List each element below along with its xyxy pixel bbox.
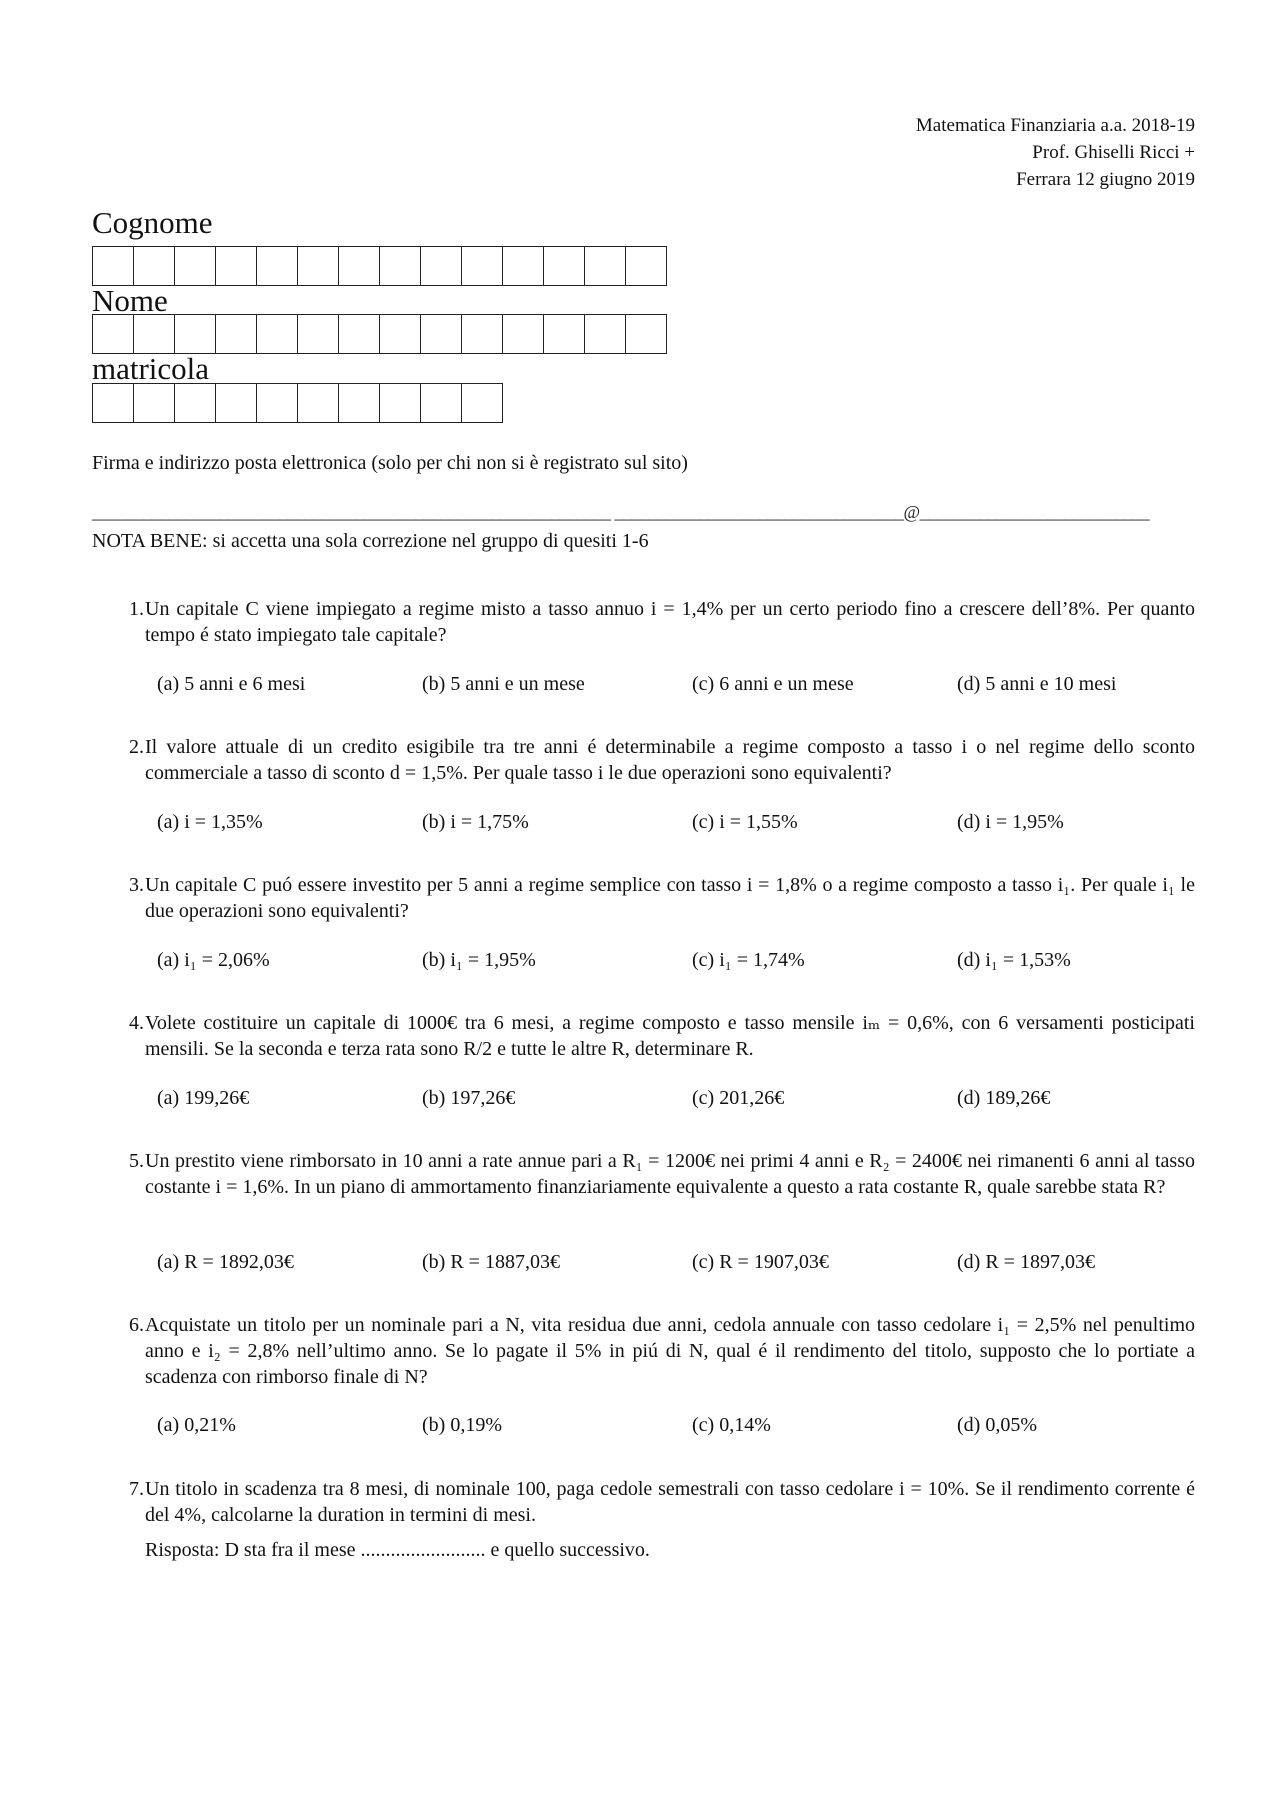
- signature-label: Firma e indirizzo posta elettronica (solo per chi non si è registrato sul sito): [92, 452, 688, 474]
- option-a[interactable]: (a) 0,21%: [157, 1414, 236, 1436]
- option-c[interactable]: (c) i₁ = 1,74%: [692, 949, 805, 971]
- question-text: Un capitale C puó essere investito per 5 anni a regime semplice con tasso i = 1,8% o a regime composto a tasso i₁. Per quale i₁ le due operazioni sono equivalenti?: [145, 874, 1195, 922]
- option-a[interactable]: (a) R = 1892,03€: [157, 1251, 294, 1273]
- question-7: [120, 1476, 1195, 1528]
- question-6-options: [157, 1414, 1217, 1442]
- question-number: 4.: [129, 1012, 144, 1034]
- signature-line[interactable]: _____________________________________________________________ __________________________________@___________________________: [92, 502, 1150, 522]
- question-number: 2.: [129, 736, 144, 758]
- question-2-options: [157, 811, 1217, 839]
- question-text: Un prestito viene rimborsato in 10 anni a rate annue pari a R₁ = 1200€ nei primi 4 anni e R₂ = 2400€ nei rimanenti 6 anni al tasso costante i = 1,6%. In un piano di ammortamento finanziariamente equivalente a questo a rata costante R, quale sarebbe stata R?: [145, 1150, 1195, 1198]
- option-a[interactable]: (a) 199,26€: [157, 1087, 250, 1109]
- id-boxes[interactable]: [92, 383, 503, 423]
- question-number: 7.: [129, 1478, 144, 1500]
- option-a[interactable]: (a) i = 1,35%: [157, 811, 263, 833]
- option-c[interactable]: (c) 0,14%: [692, 1414, 771, 1436]
- professor-name: Prof. Ghiselli Ricci +: [1032, 142, 1195, 163]
- option-d[interactable]: (d) 189,26€: [957, 1087, 1051, 1109]
- question-3: [120, 872, 1195, 924]
- option-d[interactable]: (d) R = 1897,03€: [957, 1251, 1095, 1273]
- option-a[interactable]: (a) 5 anni e 6 mesi: [157, 673, 306, 695]
- question-5: [120, 1148, 1195, 1200]
- option-d[interactable]: (d) 0,05%: [957, 1414, 1037, 1436]
- course-title: Matematica Finanziaria a.a. 2018-19: [915, 115, 1195, 136]
- question-7-answer[interactable]: Risposta: D sta fra il mese ......................... e quello successivo.: [145, 1539, 650, 1561]
- question-4-options: [157, 1087, 1217, 1115]
- name-label: Nome: [92, 283, 168, 318]
- question-1: [120, 596, 1195, 648]
- question-text: Acquistate un titolo per un nominale pari a N, vita residua due anni, cedola annuale con tasso cedolare i₁ = 2,5% nel penultimo anno e i₂ = 2,8% nell’ultimo anno. Se lo pagate il 5% in piú di N, qual é il rendimento del titolo, supposto che lo portiate a scadenza con rimborso finale di N?: [145, 1314, 1195, 1388]
- option-d[interactable]: (d) i = 1,95%: [957, 811, 1064, 833]
- option-b[interactable]: (b) 0,19%: [422, 1414, 502, 1436]
- note-text: NOTA BENE: si accetta una sola correzione nel gruppo di quesiti 1-6: [92, 530, 649, 552]
- question-text: Volete costituire un capitale di 1000€ tra 6 mesi, a regime composto e tasso mensile iₘ = 0,6%, con 6 versamenti posticipati mensili. Se la seconda e terza rata sono R/2 e tutte le altre R, determinare R.: [145, 1012, 1195, 1060]
- option-b[interactable]: (b) 5 anni e un mese: [422, 673, 585, 695]
- question-4: [120, 1010, 1195, 1062]
- question-number: 3.: [129, 874, 144, 896]
- surname-boxes[interactable]: [92, 246, 667, 286]
- option-b[interactable]: (b) R = 1887,03€: [422, 1251, 560, 1273]
- question-2: [120, 734, 1195, 786]
- option-b[interactable]: (b) i₁ = 1,95%: [422, 949, 536, 971]
- surname-label: Cognome: [92, 205, 213, 240]
- option-b[interactable]: (b) i = 1,75%: [422, 811, 529, 833]
- option-c[interactable]: (c) i = 1,55%: [692, 811, 798, 833]
- question-number: 5.: [129, 1150, 144, 1172]
- option-c[interactable]: (c) R = 1907,03€: [692, 1251, 829, 1273]
- option-a[interactable]: (a) i₁ = 2,06%: [157, 949, 270, 971]
- exam-place-date: Ferrara 12 giugno 2019: [1016, 169, 1195, 190]
- question-number: 1.: [129, 598, 144, 620]
- option-b[interactable]: (b) 197,26€: [422, 1087, 516, 1109]
- option-d[interactable]: (d) 5 anni e 10 mesi: [957, 673, 1117, 695]
- question-number: 6.: [129, 1314, 144, 1336]
- question-text: Un capitale C viene impiegato a regime misto a tasso annuo i = 1,4% per un certo periodo fino a crescere dell’8%. Per quanto tempo é stato impiegato tale capitale?: [145, 598, 1195, 646]
- option-c[interactable]: (c) 6 anni e un mese: [692, 673, 854, 695]
- option-c[interactable]: (c) 201,26€: [692, 1087, 785, 1109]
- question-text: Il valore attuale di un credito esigibile tra tre anni é determinabile a regime composto a tasso i o nel regime dello sconto commerciale a tasso di sconto d = 1,5%. Per quale tasso i le due operazioni sono equivalenti?: [145, 736, 1195, 784]
- id-label: matricola: [92, 351, 210, 386]
- name-boxes[interactable]: [92, 314, 667, 354]
- question-text: Un titolo in scadenza tra 8 mesi, di nominale 100, paga cedole semestrali con tasso cedolare i = 10%. Se il rendimento corrente é del 4%, calcolarne la duration in termini di mesi.: [145, 1478, 1195, 1526]
- question-6: [120, 1312, 1195, 1390]
- option-d[interactable]: (d) i₁ = 1,53%: [957, 949, 1071, 971]
- question-5-options: [157, 1251, 1217, 1279]
- question-1-options: [157, 673, 1217, 701]
- question-3-options: [157, 949, 1217, 977]
- exam-header: [916, 112, 1195, 193]
